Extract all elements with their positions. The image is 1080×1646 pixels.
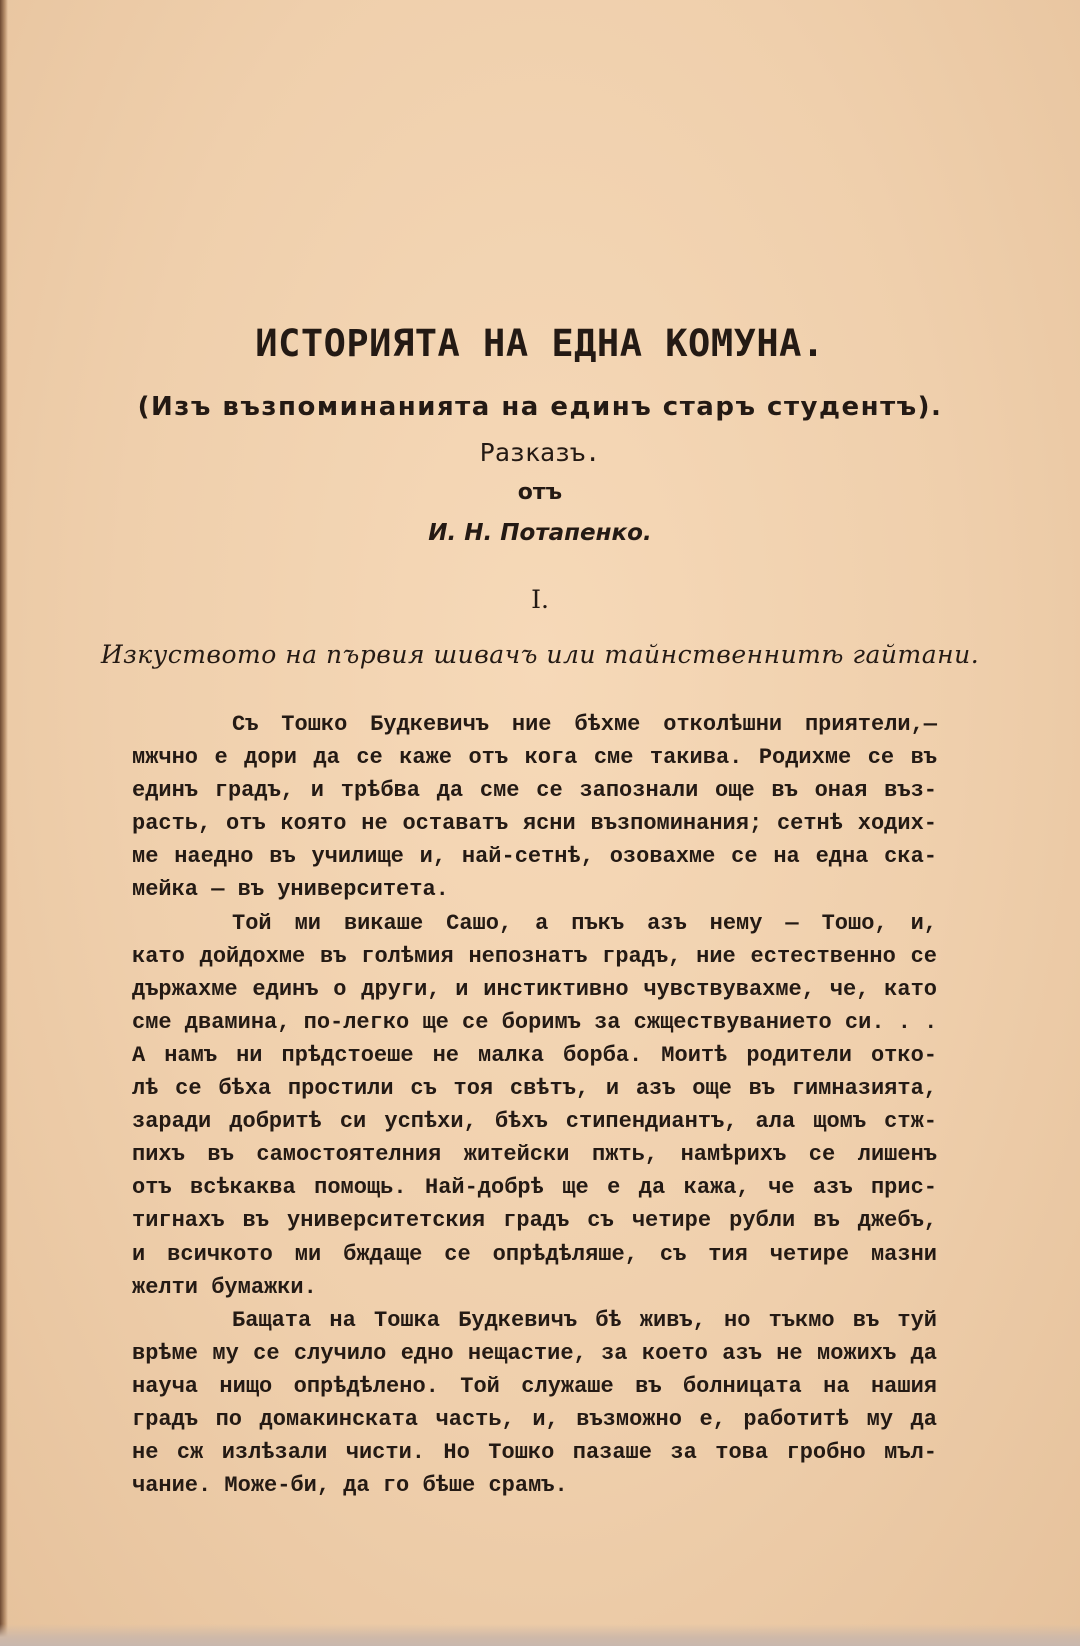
text-line: врѣме му се случило едно нещастие, за което азъ не можихъ да <box>132 1340 937 1366</box>
text-line: Съ Тошко Будкевичъ ние бѣхме отколѣшни приятели,— <box>232 712 937 737</box>
text-line: мейка — въ университета. <box>132 877 449 903</box>
text-line: расть, отъ която не оставатъ ясни възпоминания; сетнѣ ходих- <box>132 811 937 837</box>
text-line: лѣ се бѣха простили съ тоя свѣтъ, и азъ още въ гимназията, <box>132 1076 937 1102</box>
text-line: като дойдохме въ голѣмия непознатъ градъ, ние естественно се <box>132 943 937 969</box>
text-line: тигнахъ въ университетския градъ съ четире рубли въ джебъ, <box>132 1208 937 1234</box>
story-subtitle: (Изъ възпоминанията на единъ старъ студентъ). <box>137 392 943 422</box>
text-line: и всичкото ми бждаще се опрѣдѣляше, съ тия четире мазни <box>132 1241 937 1267</box>
text-line: А намъ ни прѣдстоеше не малка борба. Моитѣ родители отко- <box>132 1042 937 1068</box>
text-line: науча нищо опрѣдѣлено. Той служаше въ болницата на нашия <box>132 1373 937 1399</box>
text-line: чание. Може-би, да го бѣше срамъ. <box>132 1473 568 1499</box>
text-line: сме двамина, по-легко ще се боримъ за сжществуванието си. . . <box>132 1009 938 1035</box>
author-preposition: отъ <box>517 480 563 505</box>
text-line: държахме единъ о други, и инстиктивно чувствувахме, че, като <box>132 976 937 1002</box>
chapter-title: Изкуството на първия шивачъ или тайнственнитѣ гайтани. <box>100 640 980 669</box>
text-line: мжчно е дори да се каже отъ кога сме такива. Родихме се въ <box>132 745 937 771</box>
text-line: градъ по домакинската часть, и, възможно е, работитѣ му да <box>132 1406 937 1432</box>
text-line: единъ градъ, и трѣбва да сме се запознали още въ оная въз- <box>132 778 937 804</box>
text-line: Той ми викаше Сашо, а пъкъ азъ нему — Тошо, и, <box>232 910 937 936</box>
story-genre: Разказъ. <box>479 438 601 467</box>
story-title: ИСТОРИЯТА НА ЕДНА КОМУНА. <box>255 322 825 365</box>
text-line: ме наедно въ училище и, най-сетнѣ, озовахме се на една ска- <box>132 844 937 870</box>
chapter-number: I. <box>531 585 549 614</box>
text-line: желти бумажки. <box>132 1274 317 1300</box>
text-line: не сж излѣзали чисти. Но Тошко пазаше за това гробно мъл- <box>132 1440 937 1466</box>
text-line: пихъ въ самостоятелния житейски пжть, намѣрихъ се лишенъ <box>132 1142 937 1168</box>
text-line: отъ всѣкаква помощь. Най-добрѣ ще е да кажа, че азъ прис- <box>132 1175 937 1201</box>
author-name: И. Н. Потапенко. <box>428 520 652 546</box>
body-text <box>132 708 937 1502</box>
text-line: заради добритѣ си успѣхи, бѣхъ стипендиантъ, ала щомъ стж- <box>132 1109 937 1135</box>
page-spine-shadow <box>0 0 8 1646</box>
text-line: Бащата на Тошка Будкевичъ бѣ живъ, но тъкмо въ туй <box>232 1307 937 1333</box>
page-bottom-edge <box>0 1624 1080 1646</box>
